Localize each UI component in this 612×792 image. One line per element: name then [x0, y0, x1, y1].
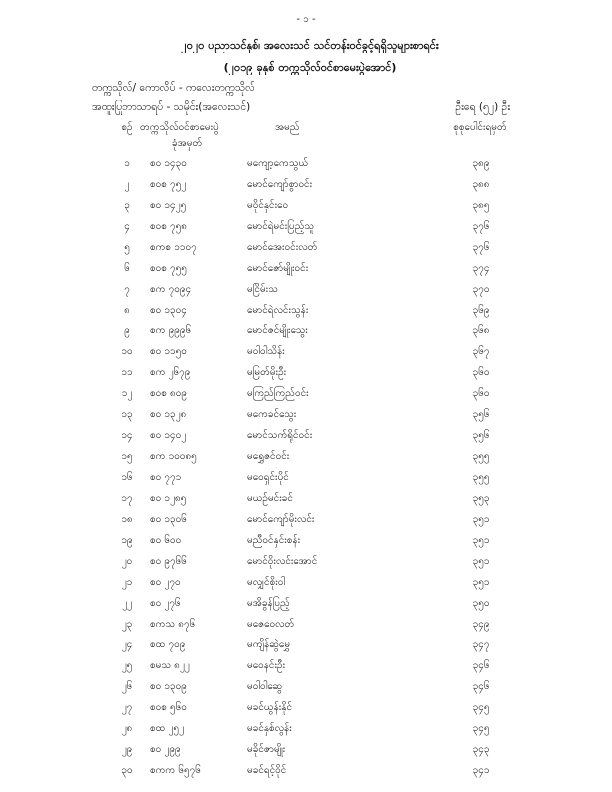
row-number: ၂၅	[121, 660, 133, 672]
student-name: မခိုင်ဇာမျိုး	[247, 744, 286, 755]
total-score: ၃၆၉	[472, 304, 490, 316]
table-row	[0, 240, 612, 255]
student-name: မယဉ်မင်းခင်	[247, 492, 293, 504]
row-number: ၂၃	[121, 618, 133, 630]
table-row	[0, 323, 612, 338]
roll-number: စဝ ၂၇၀	[150, 576, 181, 588]
row-number: ၂၆	[121, 681, 133, 693]
total-score: ၃၄၆	[472, 681, 490, 693]
roll-number: စက ၇၀၉၄	[150, 283, 192, 295]
roll-number: စဝ ၁၁၅၀	[150, 346, 187, 358]
total-score: ၃၅၁	[472, 555, 490, 567]
roll-number: စဝစ ၈၀၉	[150, 388, 188, 400]
row-number: ၂၇	[121, 702, 133, 714]
table-row	[0, 219, 612, 234]
table-row	[0, 177, 612, 192]
student-name: မဇေဝေလတ်	[247, 618, 295, 630]
student-name: မရွှေဇင်ဝင်း	[247, 451, 290, 462]
roll-number: စဝ ၁၃၀၄	[150, 304, 187, 316]
row-number: ၁၈	[121, 513, 133, 525]
table-row	[0, 407, 612, 422]
roll-number: စဝ ၁၂၈၅	[150, 492, 187, 504]
student-name: မခင်ရင့်ဝိုင်	[247, 765, 287, 776]
row-number: ၇	[124, 283, 130, 295]
student-name: မဝိုင်နှင်းဝေ	[247, 199, 289, 211]
total-score: ၃၆၀	[472, 367, 490, 379]
roll-number: စဝ ၁၃၂၈	[150, 409, 187, 421]
student-name: မောင်ရဲလင်းသွန်း	[247, 304, 309, 316]
roll-number: စဝစ ၇၅၅	[150, 262, 187, 274]
row-number: ၅	[124, 241, 130, 253]
student-name: မခင်ယွန်းနိုင်	[247, 702, 293, 714]
table-row	[0, 700, 612, 715]
student-name: မဝါဝါဆွေ	[247, 681, 283, 693]
student-name: မောင်ကျော်စွာဝင်း	[247, 178, 313, 190]
row-number: ၁	[124, 158, 130, 169]
student-name: မဝေရှင်းပိုင်	[247, 471, 289, 483]
row-number: ၂၁	[121, 576, 133, 588]
row-number: ၂၄	[121, 639, 133, 651]
table-row	[0, 282, 612, 297]
total-score: ၃၅၆	[472, 409, 490, 421]
table-row	[0, 303, 612, 318]
row-number: ၁၃	[121, 409, 133, 421]
roll-number: စဝ ၂၉၉	[150, 744, 181, 755]
total-score: ၃၇၆	[472, 241, 490, 253]
document-subtitle: (၂၀၁၉ ခုနှစ် တက္ကသိုလ်ဝင်စာမေးပွဲအောင်)	[223, 61, 397, 74]
total-score: ၃၇၀	[472, 283, 490, 295]
roll-number: စက ၁၀၀၈၅	[150, 451, 197, 462]
student-name: မညီဝင်နှင်းစန်း	[247, 534, 301, 546]
university-label: တက္ကသိုလ်/ ကောလိပ် - ကလေးတက္ကသိုလ်	[92, 82, 255, 94]
total-score: ၃၄၃	[472, 744, 490, 755]
total-score: ၃၆၀	[472, 388, 490, 400]
table-row	[0, 679, 612, 694]
row-number: ၁၄	[121, 430, 133, 442]
roll-number: စကသ ၈၇၆	[150, 618, 196, 630]
total-score: ၃၆၇	[472, 346, 490, 358]
table-row	[0, 575, 612, 590]
student-name: မောင်ဇော်မျိုးဝင်း	[247, 262, 309, 274]
row-number: ၁၆	[121, 471, 133, 483]
total-score: ၃၅၅	[472, 471, 490, 483]
table-row	[0, 261, 612, 276]
roll-number: စဝစ ၇၅၈	[150, 220, 188, 232]
total-score: ၃၅၃	[472, 492, 490, 504]
row-number: ၄	[124, 220, 130, 232]
roll-number: စထ ၇၀၉	[150, 639, 186, 651]
row-number: ၂၀	[121, 555, 133, 567]
table-row	[0, 470, 612, 485]
table-row	[0, 554, 612, 569]
roll-number: စက ၉၉၉၆	[150, 325, 192, 337]
total-score: ၃၅၁	[472, 576, 490, 588]
student-count: ဦးရေ (၅၂) ဦး	[455, 101, 510, 113]
roll-number: စဝစ ၇၅၂	[150, 178, 187, 190]
header-roll-sub: ခုံအမှတ်	[172, 138, 203, 149]
table-row	[0, 344, 612, 359]
student-name: မဝါဝါသိန်း	[247, 346, 285, 358]
total-score: ၃၈၅	[472, 199, 490, 211]
roll-number: စဝ ၁၄၀၂	[150, 430, 187, 442]
student-name: မောင်ဝိုးလင်းအောင်	[247, 555, 318, 567]
roll-number: စဝ ၉၇၆၆	[150, 555, 187, 567]
student-name: မအိခွန်ပြည့်	[247, 597, 290, 609]
table-row	[0, 365, 612, 380]
student-name: မောင်သက်ရိုင်ဝင်း	[247, 430, 313, 442]
student-name: မောင်အေးဝင်းလတ်	[247, 241, 318, 253]
roll-number: စကစ ၁၁၀၇	[150, 241, 197, 253]
student-name: မလျှင်စိုးဝါ	[247, 576, 286, 588]
student-name: မကျော့ကေသွယ်	[247, 158, 309, 169]
table-row	[0, 742, 612, 757]
student-name: မောင်ဇင်မျိုးသွေး	[247, 325, 308, 337]
row-number: ၁၂	[121, 388, 133, 400]
student-name: မောင်ကျော်မိုးလင်း	[247, 513, 315, 525]
table-row	[0, 512, 612, 527]
total-score: ၃၅၁	[472, 513, 490, 525]
roll-number: စထ ၂၅၂	[150, 723, 184, 735]
student-name: မောင်ရဲမင်းပြည့်သူ	[247, 220, 315, 232]
row-number: ၃၀	[121, 765, 133, 776]
table-row	[0, 449, 612, 464]
document-title: ၂၀၂၀ ပညာသင်နှစ်၊ အလေးသင် သင်တန်းဝင်ခွင့်ရရှိသူများစာရင်း	[181, 39, 439, 52]
header-name: အမည်	[275, 122, 300, 133]
roll-number: စကက ၆၅၇၆	[150, 765, 201, 776]
total-score: ၃၅၀	[472, 597, 490, 609]
page-number: - ၁ -	[296, 14, 316, 25]
roll-number: စဝစ ၅၆၀	[150, 702, 187, 714]
total-score: ၃၅၁	[472, 534, 490, 546]
row-number: ၆	[124, 262, 130, 274]
roll-number: စဝ ၇၇၁	[150, 471, 182, 483]
total-score: ၃၄၆	[472, 660, 490, 672]
total-score: ၃၄၅	[472, 702, 490, 714]
roll-number: စဝ ၁၃၀၆	[150, 513, 187, 525]
student-name: မခင်နှစ်လွန်း	[247, 723, 292, 735]
student-name: မကေခင်သွေး	[247, 409, 297, 421]
roll-number: စမသ ၈၂၂	[150, 660, 190, 672]
row-number: ၂၉	[121, 744, 133, 755]
subject-label: အထူးပြုဘာသာရပ် - သမိုင်း(အလေးသင်)	[92, 101, 251, 113]
row-number: ၃	[124, 199, 130, 211]
table-row	[0, 637, 612, 652]
header-total: စုစုပေါင်းရမှတ်	[453, 122, 507, 133]
roll-number: စဝ ၁၃၀၉	[150, 681, 187, 693]
total-score: ၃၄၁	[472, 765, 490, 776]
row-number: ၂	[124, 178, 130, 190]
student-name: မဝေနင်းဦး	[247, 660, 286, 672]
row-number: ၂၂	[122, 597, 132, 609]
total-score: ၃၇၄	[472, 262, 490, 274]
table-row	[0, 617, 612, 632]
header-no: စဉ်	[121, 122, 133, 133]
table-row	[0, 533, 612, 548]
roll-number: စဝ ၆၀၀	[150, 534, 182, 546]
total-score: ၃၆၈	[472, 325, 490, 337]
roll-number: စဝ ၁၄၂၅	[150, 199, 187, 211]
table-row	[0, 428, 612, 443]
total-score: ၃၄၇	[472, 639, 490, 651]
header-roll: တက္ကသိုလ်ဝင်စာမေးပွဲ	[140, 122, 219, 133]
table-row	[0, 491, 612, 506]
row-number: ၉	[124, 325, 130, 337]
student-name: မငြိမ်းသ	[247, 283, 278, 295]
row-number: ၈	[124, 304, 130, 316]
row-number: ၂၈	[121, 723, 133, 735]
total-score: ၃၄၉	[472, 618, 490, 630]
total-score: ၃၅၅	[472, 451, 490, 462]
total-score: ၃၇၆	[472, 220, 490, 232]
total-score: ၃၈၉	[472, 158, 490, 169]
student-name: မကြည်ကြည်ဝင်း	[247, 388, 309, 400]
table-row	[0, 386, 612, 401]
student-name: မမြတ်မိုးဦး	[247, 367, 287, 379]
roll-number: စဝ ၁၄၃၀	[150, 158, 187, 169]
total-score: ၃၈၈	[472, 178, 490, 190]
table-row	[0, 596, 612, 611]
total-score: ၃၄၅	[472, 723, 490, 735]
row-number: ၁၀	[121, 346, 133, 358]
row-number: ၁၅	[121, 451, 133, 462]
table-row	[0, 658, 612, 673]
row-number: ၁၉	[121, 534, 133, 546]
table-row	[0, 198, 612, 213]
table-row	[0, 156, 612, 171]
student-name: မကျိန်ဆွဲမွှေ	[247, 639, 291, 651]
table-row	[0, 721, 612, 736]
table-row	[0, 763, 612, 778]
row-number: ၁၇	[121, 492, 133, 504]
row-number: ၁၁	[121, 367, 133, 379]
total-score: ၃၅၆	[472, 430, 490, 442]
roll-number: စက ၂၆၇၉	[150, 367, 191, 379]
roll-number: စဝ ၂၇၆	[150, 597, 181, 609]
